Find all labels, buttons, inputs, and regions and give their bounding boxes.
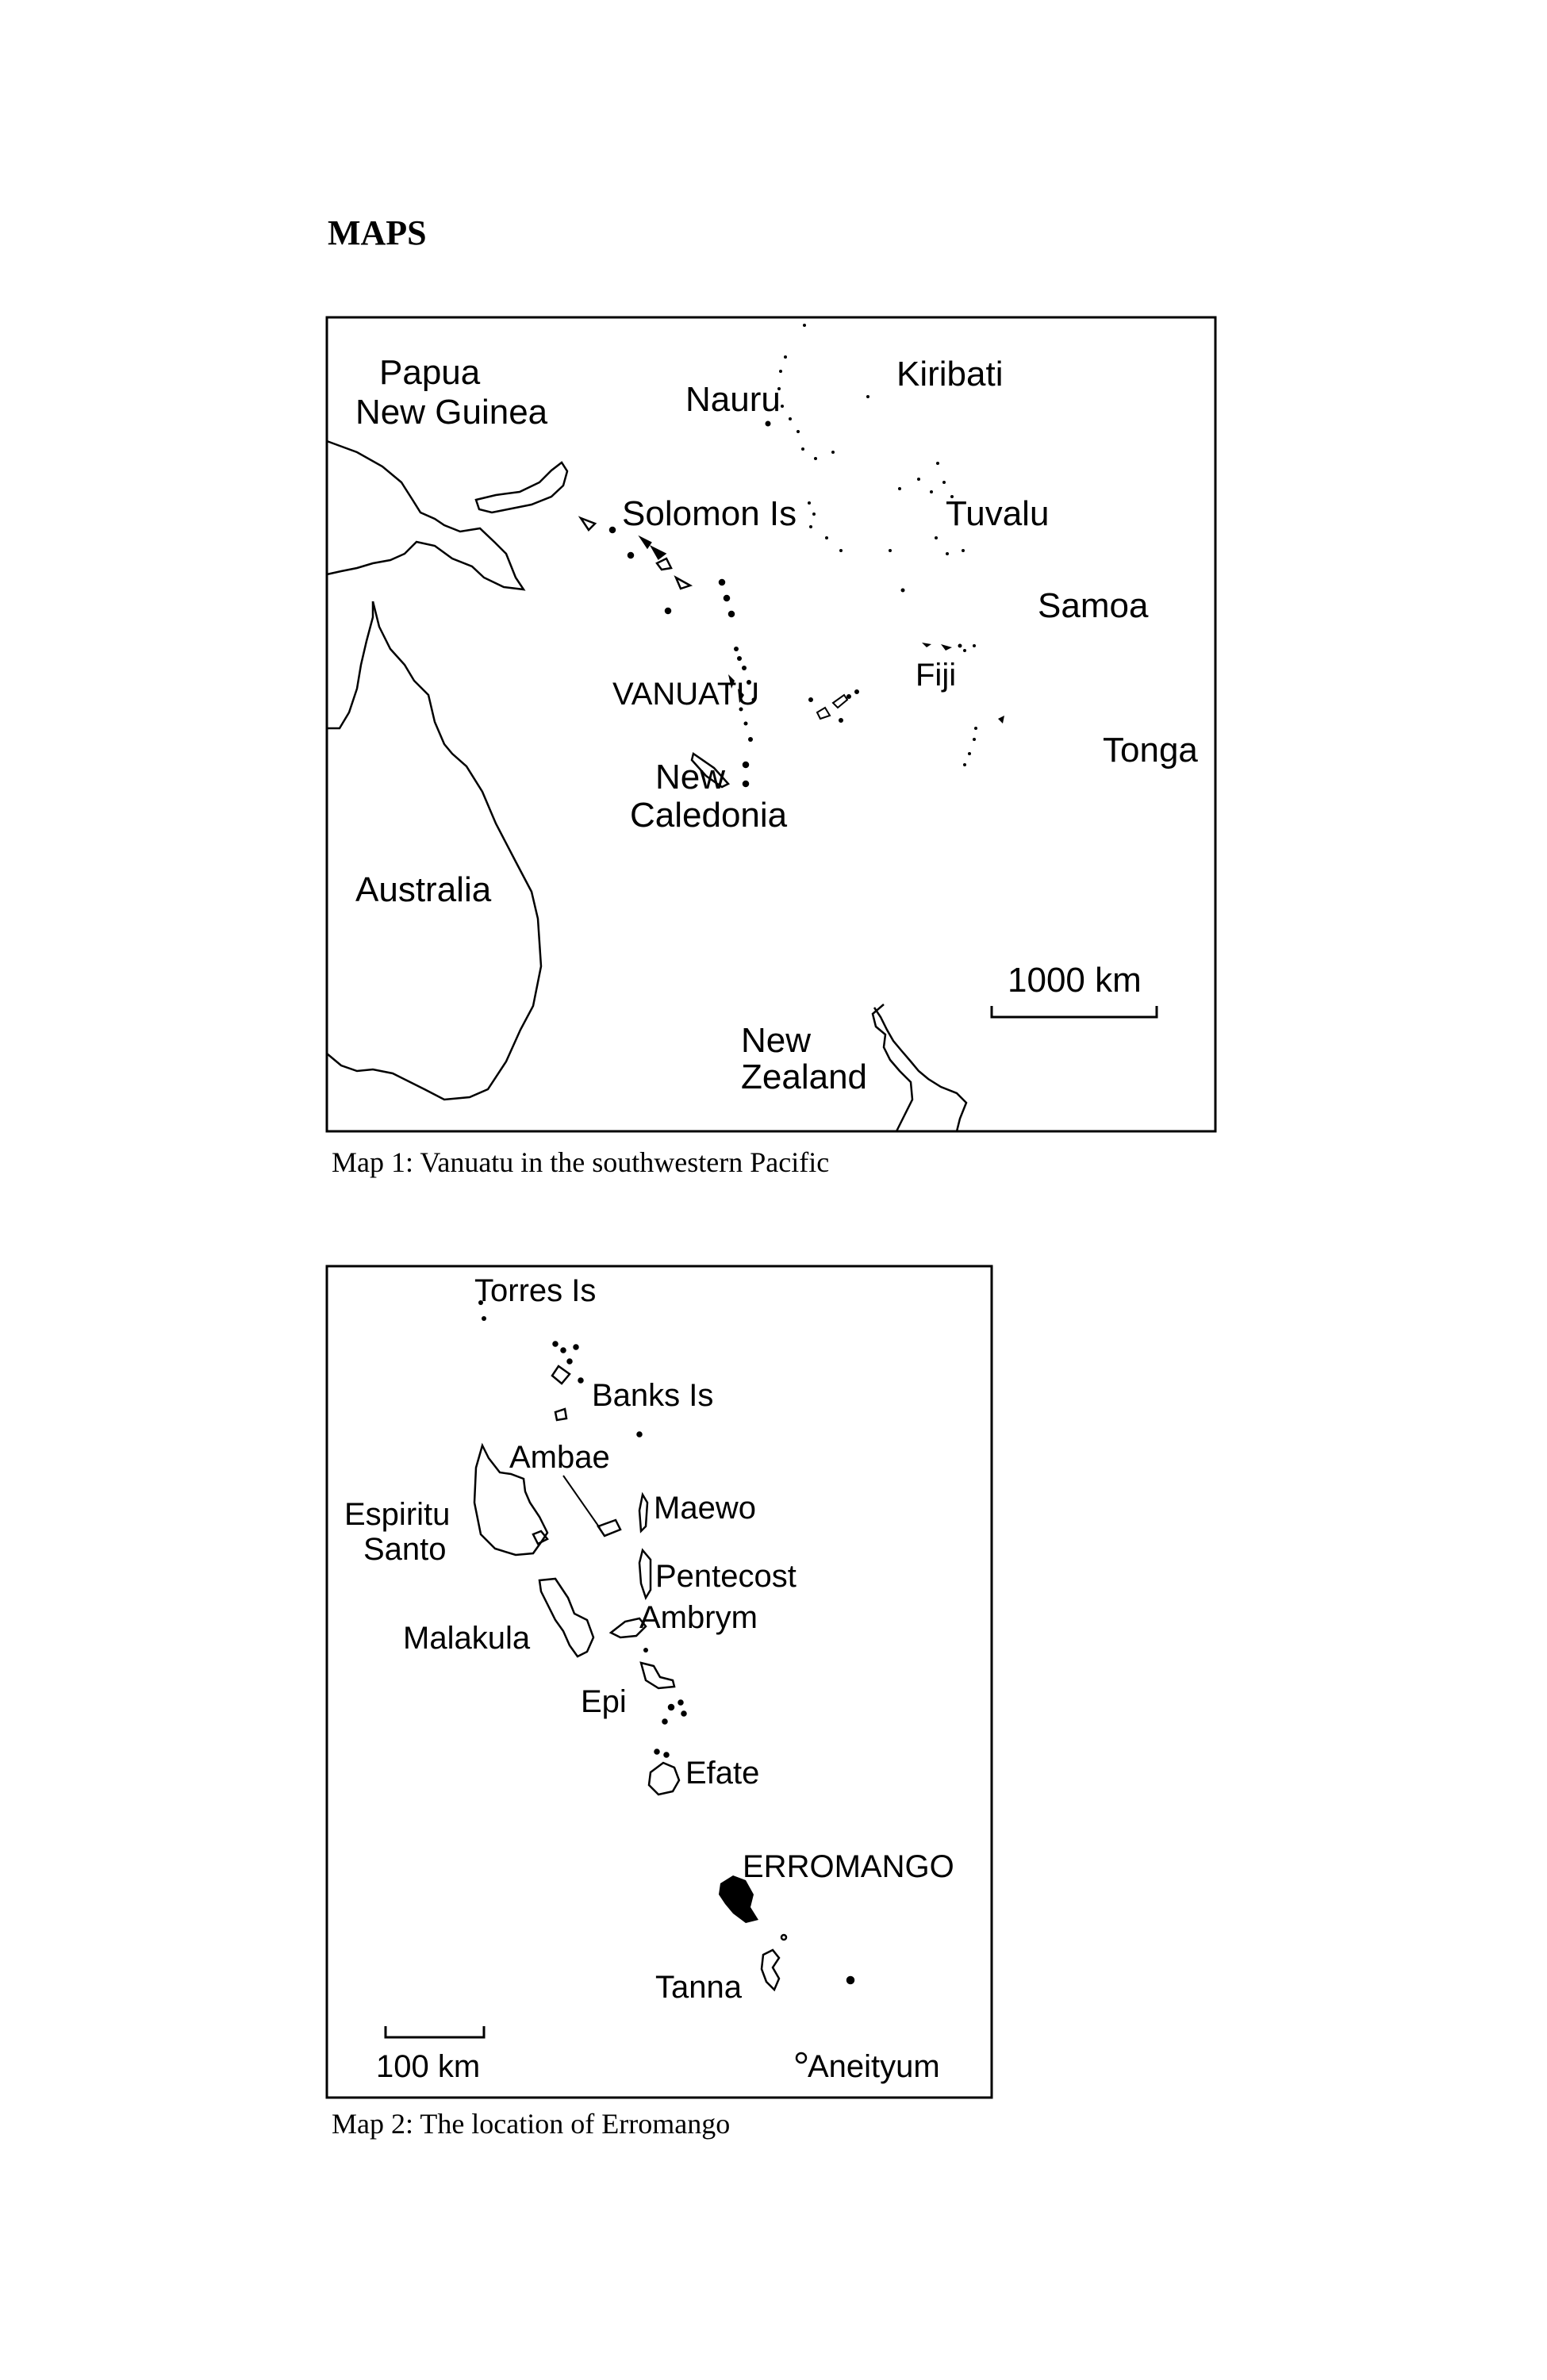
- nauru-dot: [766, 421, 771, 427]
- label-nauru: Nauru: [685, 380, 781, 419]
- label-santo: Santo: [363, 1532, 447, 1567]
- map-2: [325, 1265, 993, 2099]
- label-aneityum: Aneityum: [808, 2049, 940, 2084]
- label-new-guinea: New Guinea: [355, 393, 548, 432]
- label-new: New: [655, 758, 726, 797]
- label-caledonia: Caledonia: [630, 796, 788, 835]
- label-nz-new: New: [741, 1021, 812, 1060]
- label-scale-1000km: 1000 km: [1008, 961, 1142, 1000]
- label-vanuatu: VANUATU: [612, 677, 760, 712]
- map-1-caption: Map 1: Vanuatu in the southwestern Pacific: [332, 1146, 830, 1178]
- label-nz-zealand: Zealand: [741, 1058, 868, 1096]
- map-1-frame: [327, 317, 1215, 1131]
- label-pentecost: Pentecost: [655, 1559, 797, 1594]
- map-2-caption: Map 2: The location of Erromango: [332, 2108, 731, 2140]
- label-kiribati: Kiribati: [896, 355, 1004, 393]
- label-efate: Efate: [685, 1756, 760, 1791]
- label-maewo: Maewo: [654, 1491, 756, 1526]
- island-dot: [643, 1648, 648, 1653]
- label-espiritu: Espiritu: [344, 1497, 451, 1532]
- label-australia: Australia: [355, 870, 492, 909]
- label-samoa: Samoa: [1038, 586, 1149, 625]
- label-epi: Epi: [581, 1684, 627, 1719]
- label-tonga: Tonga: [1103, 731, 1198, 770]
- label-ambae: Ambae: [509, 1440, 610, 1475]
- label-solomon-is: Solomon Is: [622, 494, 797, 533]
- label-fiji: Fiji: [916, 658, 957, 693]
- label-banks-is: Banks Is: [592, 1378, 714, 1413]
- label-torres-is: Torres Is: [474, 1273, 597, 1308]
- label-ambrym: Ambrym: [639, 1600, 758, 1635]
- label-tanna: Tanna: [655, 1970, 742, 2005]
- label-tuvalu: Tuvalu: [946, 494, 1050, 533]
- label-malakula: Malakula: [403, 1621, 531, 1656]
- label-papua: Papua: [379, 353, 481, 392]
- label-erromango: ERROMANGO: [743, 1849, 954, 1884]
- page-heading: MAPS: [328, 213, 427, 252]
- label-scale-100km: 100 km: [376, 2049, 481, 2084]
- map-1: [325, 316, 1217, 1133]
